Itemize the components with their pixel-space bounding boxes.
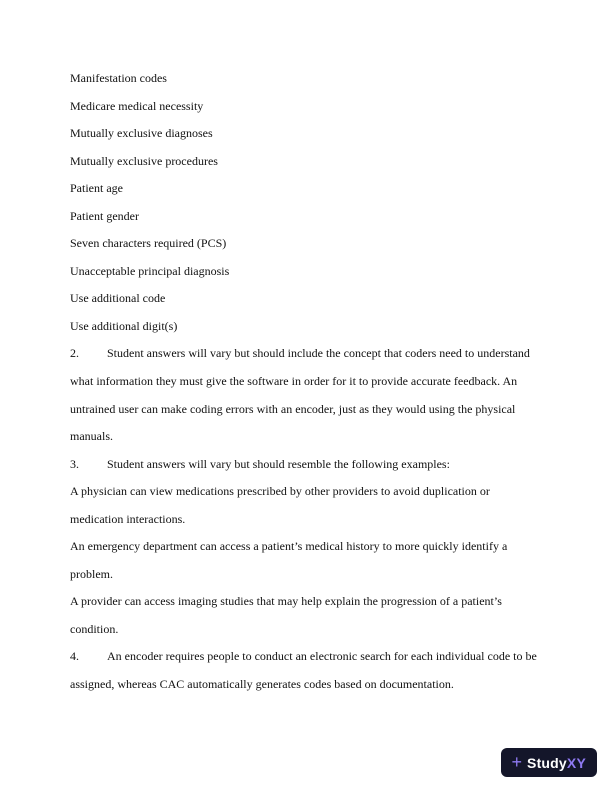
line-text: Medicare medical necessity [70,98,204,113]
paragraph-number: 4. [70,649,79,664]
brand-name-study: Study [527,754,567,771]
paragraph-number: 2. [70,346,79,361]
list-item-line [70,230,550,258]
line-text: An emergency department can access a patient’s medical history to more quickly identify a [70,539,508,554]
list-item-line [70,203,550,231]
list-item-line [70,148,550,176]
paragraph-line [70,340,550,368]
line-text: assigned, whereas CAC automatically generates codes based on documentation. [70,677,454,692]
line-text: Student answers will vary but should include the concept that coders need to understand [107,346,530,361]
line-text: condition. [70,621,119,636]
line-text: what information they must give the software in order for it to provide accurate feedback. An [70,374,518,389]
line-text: Patient gender [70,208,139,223]
list-item-line [70,258,550,286]
list-item-line [70,65,550,93]
paragraph-line [70,506,550,534]
paragraph-line [70,588,550,616]
line-text: Mutually exclusive diagnoses [70,126,213,141]
line-text: medication interactions. [70,511,186,526]
list-item-line [70,120,550,148]
paragraph-line [70,671,550,699]
paragraph-line [70,396,550,424]
paragraph-line [70,451,550,479]
line-text: Seven characters required (PCS) [70,236,227,251]
plus-icon: + [511,751,523,772]
paragraph-line [70,616,550,644]
line-text: Use additional digit(s) [70,318,178,333]
paragraph-line [70,478,550,506]
brand-name-xy: XY [566,754,586,771]
list-item-line [70,285,550,313]
list-item-line [70,93,550,121]
line-text: Unacceptable principal diagnosis [70,263,230,278]
document-page [70,65,550,699]
line-text: Patient age [70,181,123,196]
line-text: Student answers will vary but should resemble the following examples: [107,456,450,471]
paragraph-line [70,533,550,561]
paragraph-line [70,368,550,396]
studyxy-logo [501,748,597,777]
line-text: problem. [70,566,113,581]
brand-name [527,755,586,771]
line-text: A physician can view medications prescribed by other providers to avoid duplication or [70,484,490,499]
paragraph-line [70,561,550,589]
list-item-line [70,313,550,341]
line-text: A provider can access imaging studies that may help explain the progression of a patient’s [70,594,502,609]
line-text: untrained user can make coding errors with an encoder, just as they would using the physical [70,401,516,416]
list-item-line [70,175,550,203]
line-text: manuals. [70,429,113,444]
line-text: Use additional code [70,291,166,306]
line-text: Mutually exclusive procedures [70,153,218,168]
paragraph-line [70,423,550,451]
paragraph-number: 3. [70,456,79,471]
line-text: Manifestation codes [70,71,167,85]
paragraph-line [70,643,550,671]
line-text: An encoder requires people to conduct an electronic search for each individual code to be [107,649,537,664]
